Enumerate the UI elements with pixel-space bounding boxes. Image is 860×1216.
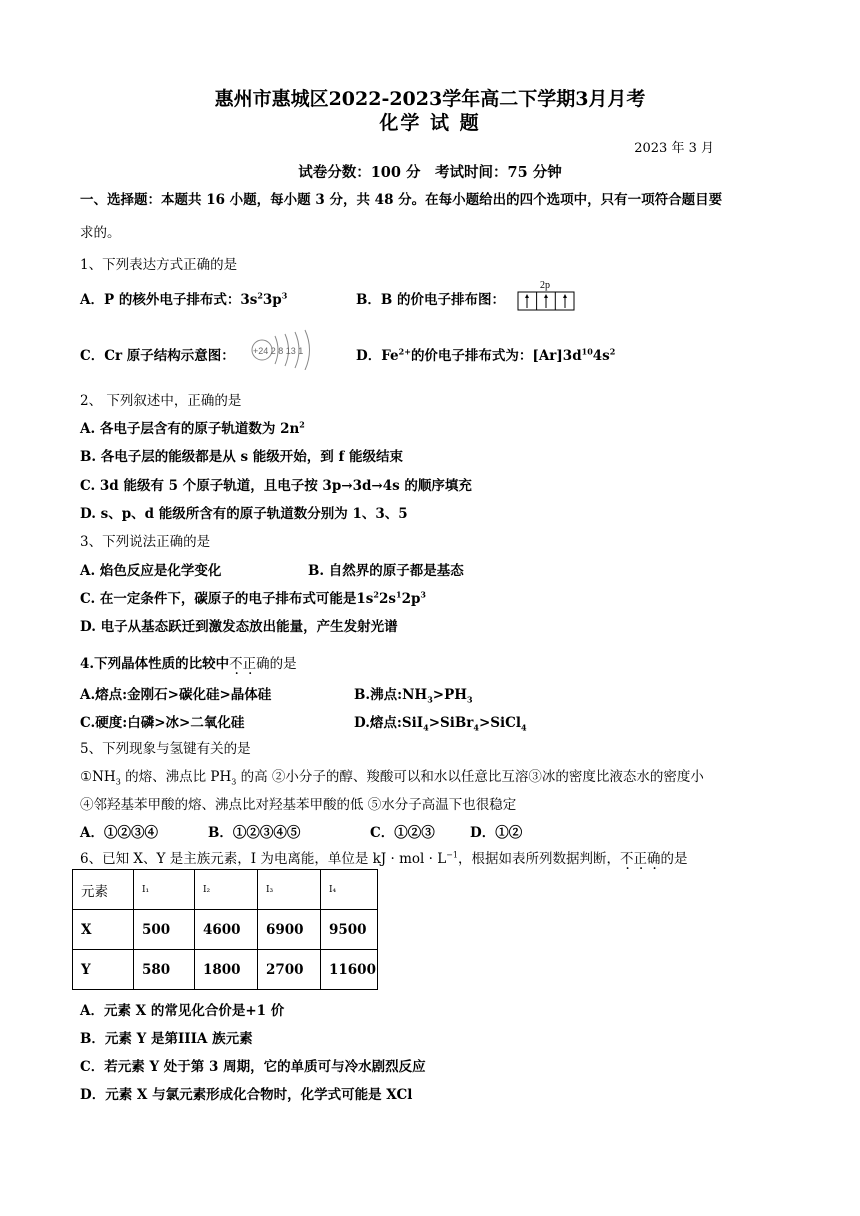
q6-stem-emph3: 确 xyxy=(646,851,661,867)
q6-stem-sup: −1 xyxy=(446,850,458,860)
page-title: 惠州市惠城区2022-2023学年高二下学期3月月考 xyxy=(214,88,646,110)
table-row xyxy=(73,950,378,990)
q1-stem: 1、下列表达方式正确的是 xyxy=(80,257,238,273)
q1-option-d xyxy=(356,344,615,364)
q2-a-sup: 2 xyxy=(299,419,305,430)
ionization-energy-table xyxy=(72,869,378,990)
exam-date: 2023 年 3 月 xyxy=(634,141,714,156)
q6-stem-pre: 6、已知 X、Y 是主族元素，I 为电离能，单位是 kJ · mol · L xyxy=(80,851,447,867)
q1-d-sup2: 10 xyxy=(581,346,593,357)
q1-option-b xyxy=(356,288,505,308)
q4-b-sub2: 3 xyxy=(467,694,473,705)
table-cell: 6900 xyxy=(258,910,321,950)
q4-b-pre: B.沸点:NH xyxy=(354,687,428,703)
q3-c-m2: 2p xyxy=(401,591,421,607)
q4-stem-emph1: 不 xyxy=(229,656,243,672)
q3-c-s1: 2 xyxy=(373,589,379,600)
exam-info: 试卷分数：100 分 考试时间：75 分钟 xyxy=(298,164,562,181)
atom-structure-diagram-icon xyxy=(248,328,318,370)
q1-d-pre: D．Fe xyxy=(356,348,399,364)
q1-a-sup2: 3 xyxy=(281,290,288,301)
q4-stem xyxy=(80,652,297,672)
table-cell: 2700 xyxy=(258,950,321,990)
q4-d-m1: >SiBr xyxy=(428,715,474,731)
section-intro-line1: 一、选择题：本题共 16 小题，每小题 3 分，共 48 分。在每小题给出的四个选项中，只有一项符合题目要 xyxy=(80,192,723,208)
q6-option-c: C．若元素 Y 处于第 3 周期，它的单质可与冷水剧烈反应 xyxy=(80,1059,426,1075)
q1-a-text: A．P 的核外电子排布式：3s xyxy=(80,292,258,308)
table-header-cell: I₄ xyxy=(321,870,378,910)
q1-d-mid: 的价电子排布式为：[Ar]3d xyxy=(410,348,582,364)
orbital-diagram-icon xyxy=(516,278,578,312)
table-header-row xyxy=(73,870,378,910)
q3-c-s3: 3 xyxy=(420,589,426,600)
q5-line1-sub2: 3 xyxy=(231,777,237,787)
q6-stem xyxy=(80,847,687,867)
q5-line1-mid: 的熔、沸点比 PH xyxy=(120,769,232,785)
q2-a-pre: A. 各电子层含有的原子轨道数为 2n xyxy=(80,421,300,437)
q4-stem-emph2: 正 xyxy=(242,656,257,672)
q4-d-sub3: 4 xyxy=(521,722,527,733)
table-cell: X xyxy=(73,910,134,950)
q3-c-m1: 2s xyxy=(378,591,396,607)
q6-option-d: D．元素 X 与氯元素形成化合物时，化学式可能是 XCl xyxy=(80,1087,413,1103)
q4-stem-pre: 4.下列晶体性质的比较中 xyxy=(80,656,230,672)
q2-option-b: B. 各电子层的能级都是从 s 能级开始，到 f 能级结束 xyxy=(80,449,404,465)
q5-line1-end: 的高 ②小分子的醇、羧酸可以和水以任意比互溶③冰的密度比液态水的密度小 xyxy=(236,769,704,785)
q4-b-sub1: 3 xyxy=(427,694,433,705)
q2-option-a xyxy=(80,417,305,437)
page-subtitle: 化学 试 题 xyxy=(379,112,481,134)
q3-option-c xyxy=(80,587,426,607)
q4-d-sub2: 4 xyxy=(473,722,479,733)
q5-line2: ④邻羟基苯甲酸的熔、沸点比对羟基苯甲酸的低 ⑤水分子高温下也很稳定 xyxy=(80,797,517,813)
q1-c-text: C．Cr 原子结构示意图： xyxy=(80,348,235,364)
q2-stem: 2、 下列叙述中，正确的是 xyxy=(80,393,242,409)
q3-c-s2: 1 xyxy=(395,589,402,600)
q5-line1 xyxy=(80,765,704,787)
table-cell: Y xyxy=(73,950,134,990)
q3-stem: 3、下列说法正确的是 xyxy=(80,534,211,550)
q1-a-mid: 3p xyxy=(262,292,282,308)
q5-line1-sub1: 3 xyxy=(115,777,121,787)
atom-diagram-text: +24 2 8 13 1 xyxy=(253,346,304,356)
q2-option-d: D. s、p、d 能级所含有的原子轨道数分别为 1、3、5 xyxy=(80,506,408,522)
q3-c-pre: C. 在一定条件下，碳原子的电子排布式可能是1s xyxy=(80,591,374,607)
q1-b-text: B．B 的价电子排布图： xyxy=(356,292,506,308)
table-cell: 1800 xyxy=(195,950,258,990)
q6-option-b: B．元素 Y 是第IIIA 族元素 xyxy=(80,1031,253,1047)
q4-option-c: C.硬度:白磷>冰>二氧化硅 xyxy=(80,715,245,731)
q5-option-a: A．①②③④ xyxy=(80,825,158,841)
table-cell: 500 xyxy=(134,910,195,950)
q4-stem-post: 确的是 xyxy=(256,656,297,672)
table-header-cell: I₁ xyxy=(134,870,195,910)
q5-stem: 5、下列现象与氢键有关的是 xyxy=(80,741,251,757)
q1-d-sup: 2+ xyxy=(398,346,411,357)
table-cell: 4600 xyxy=(195,910,258,950)
q1-d-sup3: 2 xyxy=(609,346,616,357)
q4-option-b xyxy=(354,683,473,705)
q3-option-d: D. 电子从基态跃迁到激发态放出能量，产生发射光谱 xyxy=(80,619,398,635)
table-row xyxy=(73,910,378,950)
q5-option-c: C．①②③ xyxy=(370,825,435,841)
q5-line1-pre: ①NH xyxy=(80,769,116,785)
q4-d-sub1: 4 xyxy=(423,722,429,733)
q4-d-pre: D.熔点:SiI xyxy=(354,715,424,731)
q6-stem-end: 的是 xyxy=(660,851,688,867)
q5-option-b: B．①②③④⑤ xyxy=(208,825,301,841)
table-cell: 11600 xyxy=(321,950,378,990)
section-intro-line2: 求的。 xyxy=(80,225,121,241)
q6-stem-emph2: 正 xyxy=(633,851,647,867)
table-header-cell: I₃ xyxy=(258,870,321,910)
q5-option-d: D．①② xyxy=(470,825,523,841)
q4-option-a: A.熔点:金刚石>碳化硅>晶体硅 xyxy=(80,687,272,703)
table-cell: 580 xyxy=(134,950,195,990)
q1-option-a xyxy=(80,288,287,308)
table-cell: 9500 xyxy=(321,910,378,950)
table-header-cell: I₂ xyxy=(195,870,258,910)
orbital-label: 2p xyxy=(540,280,550,291)
q6-stem-mid: ，根据如表所列数据判断， xyxy=(457,851,620,867)
q4-option-d xyxy=(354,711,527,733)
q3-option-a: A. 焰色反应是化学变化 xyxy=(80,563,222,579)
q6-option-a: A．元素 X 的常见化合价是+1 价 xyxy=(80,1003,285,1019)
q1-d-end: 4s xyxy=(592,348,610,364)
table-header-cell: 元素 xyxy=(73,870,134,910)
q3-option-b: B. 自然界的原子都是基态 xyxy=(308,563,464,579)
q1-a-sup1: 2 xyxy=(257,290,263,301)
q4-d-m2: >SiCl xyxy=(478,715,522,731)
q2-option-c: C. 3d 能级有 5 个原子轨道，且电子按 3p→3d→4s 的顺序填充 xyxy=(80,478,472,494)
q1-option-c xyxy=(80,344,235,364)
q4-b-mid: >PH xyxy=(432,687,467,703)
q6-stem-emph1: 不 xyxy=(619,851,634,867)
